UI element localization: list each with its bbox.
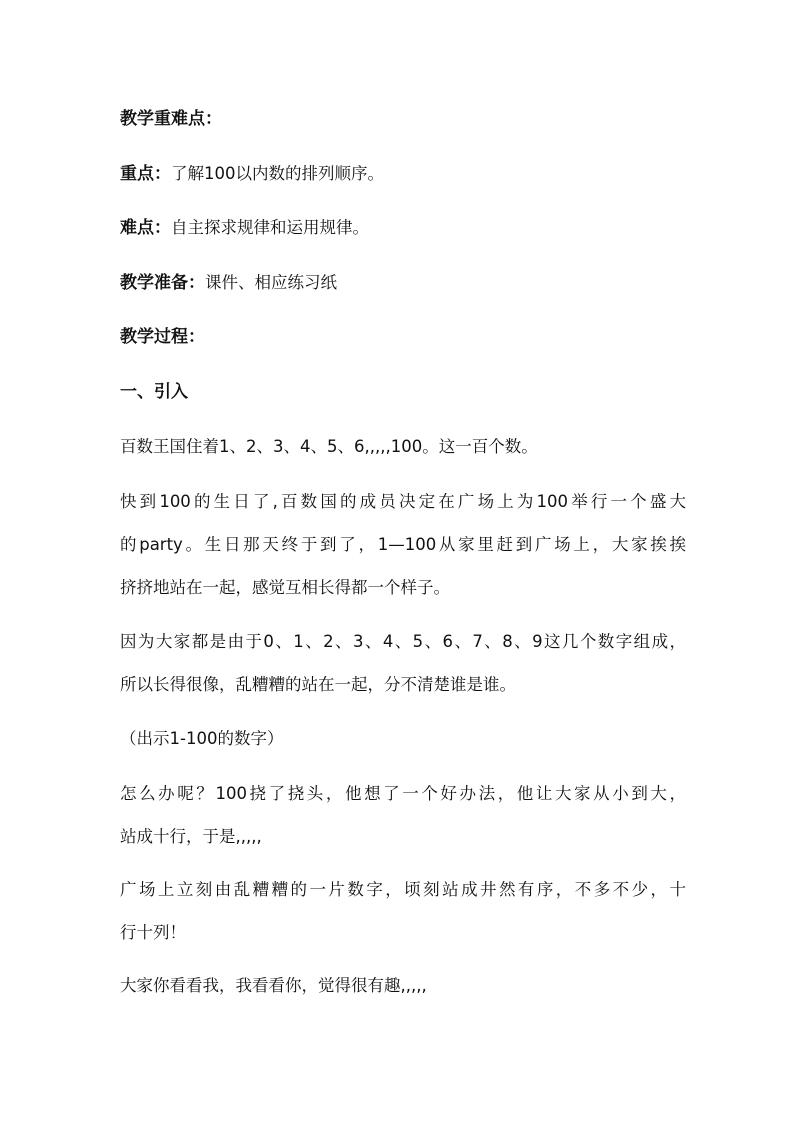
paragraph-6-line-1: 广场上立刻由乱糟糟的一片数字，顷刻站成井然有序，不多不少，十 [120, 880, 686, 899]
key-point-label: 重点： [120, 164, 171, 184]
paragraph-5-line-1: 怎么办呢？100挠了挠头，他想了一个好办法，他让大家从小到大， [120, 784, 686, 803]
paragraph-2-line-3: 挤挤地站在一起，感觉互相长得都一个样子。 [120, 578, 450, 597]
difficult-point-label: 难点： [120, 218, 171, 238]
paragraph-2-line-2: 的party。生日那天终于到了，1—100从家里赶到广场上，大家挨挨 [120, 535, 686, 554]
paragraph-2-line-1: 快到100的生日了,百数国的成员决定在广场上为100举行一个盛大 [120, 492, 686, 511]
paragraph-3-line-2: 所以长得很像，乱糟糟的站在一起，分不清楚谁是谁。 [120, 675, 516, 694]
difficult-point-text: 自主探求规律和运用规律。 [171, 218, 369, 237]
preparation-label: 教学准备： [120, 273, 205, 293]
paragraph-6-line-2: 行十列！ [120, 923, 186, 942]
preparation-text: 课件、相应练习纸 [205, 273, 337, 292]
key-point-line [120, 163, 384, 185]
key-point-text: 了解100以内数的排列顺序。 [171, 164, 384, 183]
preparation-line [120, 272, 337, 294]
difficult-point-line [120, 217, 369, 239]
heading-key-difficult-points: 教学重难点： [120, 109, 222, 129]
paragraph-3-line-1: 因为大家都是由于0、1、2、3、4、5、6、7、8、9这几个数字组成， [120, 632, 686, 651]
paragraph-4: （出示1-100的数字） [120, 729, 284, 748]
paragraph-7: 大家你看看我，我看看你，觉得很有趣,,,,, [120, 976, 427, 995]
heading-teaching-process: 教学过程： [120, 327, 205, 347]
paragraph-1: 百数王国住着1、2、3、4、5、6,,,,,100。这一百个数。 [120, 437, 538, 456]
paragraph-5-line-2: 站成十行，于是,,,,, [120, 827, 262, 846]
heading-introduction: 一、引入 [120, 382, 188, 402]
